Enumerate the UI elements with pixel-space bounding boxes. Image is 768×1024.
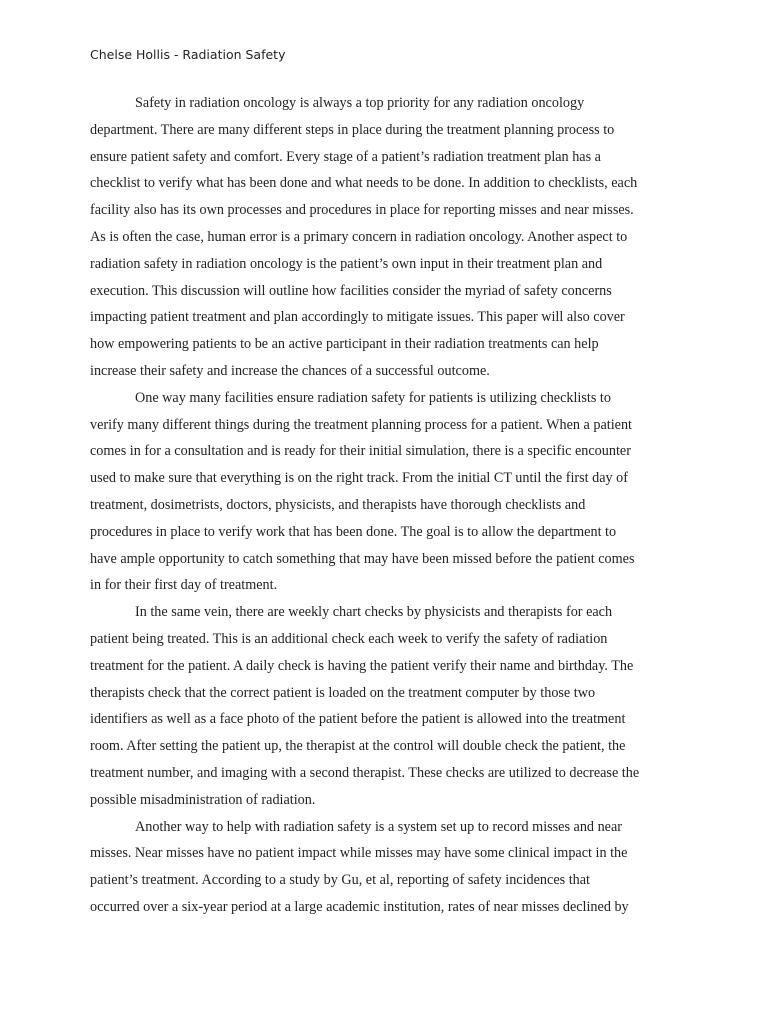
text-line: identifiers as well as a face photo of the patient before the patient is allowed into the treatment	[90, 711, 626, 728]
text-line: In the same vein, there are weekly chart checks by physicists and therapists for each	[135, 604, 613, 621]
text-line: As is often the case, human error is a primary concern in radiation oncology. Another aspect to	[90, 228, 628, 245]
text-line: possible misadministration of radiation.	[90, 791, 316, 808]
text-line: Another way to help with radiation safety is a system set up to record misses and near	[135, 818, 622, 835]
text-line: checklist to verify what has been done and what needs to be done. In addition to checklists, each	[90, 175, 638, 192]
paragraph	[90, 385, 690, 599]
text-line: misses. Near misses have no patient impact while misses may have some clinical impact in the	[90, 845, 628, 862]
paragraph	[90, 599, 690, 813]
text-line: treatment for the patient. A daily check is having the patient verify their name and birthday. The	[90, 657, 634, 674]
text-line: patient being treated. This is an additional check each week to verify the safety of radiation	[90, 630, 608, 647]
text-line: radiation safety in radiation oncology is the patient’s own input in their treatment plan and	[90, 255, 603, 272]
document-body	[90, 90, 690, 921]
text-line: procedures in place to verify work that has been done. The goal is to allow the department to	[90, 523, 617, 540]
text-line: treatment, dosimetrists, doctors, physicists, and therapists have thorough checklists and	[90, 496, 586, 513]
text-line: execution. This discussion will outline how facilities consider the myriad of safety concerns	[90, 282, 612, 299]
page-header: Chelse Hollis - Radiation Safety	[90, 47, 286, 62]
text-line: ensure patient safety and comfort. Every stage of a patient’s radiation treatment plan has a	[90, 148, 601, 165]
text-line: occurred over a six-year period at a large academic institution, rates of near misses declined by	[90, 898, 629, 915]
text-line: in for their first day of treatment.	[90, 577, 278, 594]
text-line: room. After setting the patient up, the therapist at the control will double check the patient, the	[90, 738, 626, 755]
text-line: facility also has its own processes and procedures in place for reporting misses and near misses.	[90, 202, 634, 219]
text-line: One way many facilities ensure radiation safety for patients is utilizing checklists to	[135, 389, 611, 406]
text-line: treatment number, and imaging with a second therapist. These checks are utilized to decrease the	[90, 764, 640, 781]
paragraph	[90, 814, 690, 921]
text-line: used to make sure that everything is on the right track. From the initial CT until the first day of	[90, 470, 628, 487]
text-line: have ample opportunity to catch something that may have been missed before the patient comes	[90, 550, 635, 567]
text-line: verify many different things during the treatment planning process for a patient. When a patient	[90, 416, 632, 433]
text-line: comes in for a consultation and is ready for their initial simulation, there is a specific encounter	[90, 443, 631, 460]
text-line: department. There are many different steps in place during the treatment planning process to	[90, 121, 615, 138]
text-line: Safety in radiation oncology is always a top priority for any radiation oncology	[135, 95, 585, 111]
text-line: increase their safety and increase the chances of a successful outcome.	[90, 362, 490, 379]
paragraph	[90, 90, 690, 385]
text-line: impacting patient treatment and plan accordingly to mitigate issues. This paper will also cover	[90, 309, 625, 326]
text-line: therapists check that the correct patient is loaded on the treatment computer by those two	[90, 684, 596, 701]
text-line: how empowering patients to be an active participant in their radiation treatments can help	[90, 336, 599, 353]
text-line: patient’s treatment. According to a study by Gu, et al, reporting of safety incidences that	[90, 872, 590, 889]
